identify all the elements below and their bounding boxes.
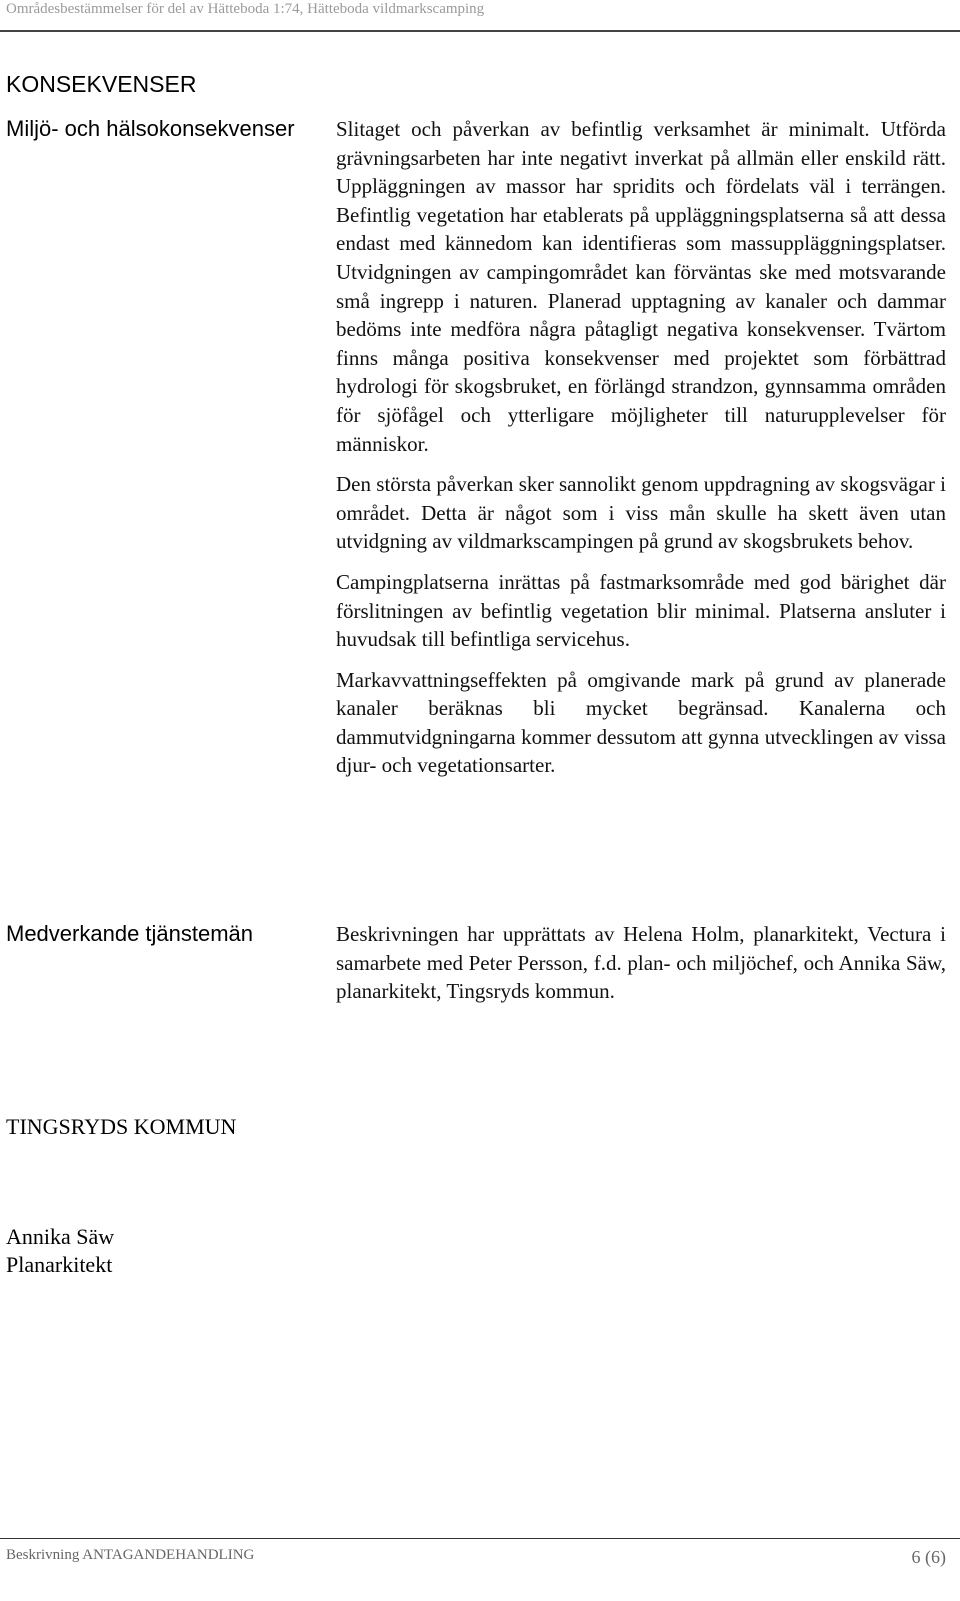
paragraph: Slitaget och påverkan av befintlig verksamhet är minimalt. Utförda grävningsarbeten har inte negativt inverkat på allmän eller enskild rätt. Uppläggningen av massor har spridits och fördelats väl i terrängen. Befintlig vegetation har etablerats på uppläggningsplatserna så att dessa endast med kännedom kan identifieras som massuppläggningsplatser. Utvidgningen av campingområdet kan förväntas ske med motsvarande små ingrepp i naturen. Planerad upptagning av kanaler och dammar bedöms inte medföra några påtagligt negativa konsekvenser. Tvärtom finns många positiva konsekvenser med projektet som förbättrad hydrologi för skogsbruket, en förlängd strandzon, gynnsamma områden för sjöfågel och ytterligare möjligheter till naturupplevelser för människor.	[336, 117, 946, 456]
row-body	[336, 920, 946, 1018]
paragraph: Beskrivningen har upprättats av Helena Holm, planarkitekt, Vectura i samarbete med Peter Persson, f.d. plan- och miljöchef, och Annika Säw, planarkitekt, Tingsryds kommun.	[336, 922, 946, 1004]
footer-divider	[0, 1538, 960, 1539]
paragraph: Campingplatserna inrättas på fastmarksområde med god bärighet där förslitningen av befintlig vegetation blir minimal. Platserna ansluter i huvudsak till befintliga servicehus.	[336, 569, 946, 652]
signatory-name: Annika Säw	[6, 1224, 115, 1249]
organization-name: TINGSRYDS KOMMUN	[6, 1114, 237, 1139]
signatory-block	[6, 1223, 114, 1279]
row-label-text: Medverkande tjänstemän	[6, 921, 254, 946]
header-divider	[0, 30, 960, 32]
section-title: KONSEKVENSER	[6, 71, 197, 97]
paragraph: Den största påverkan sker sannolikt genom uppdragning av skogsvägar i området. Detta är något som i viss mån skulle ha skett även utan utvidgning av vildmarkscampingen på grund av skogsbrukets behov.	[336, 472, 946, 554]
footer-document-label: Beskrivning ANTAGANDEHANDLING	[6, 1547, 255, 1563]
row-label-text: Miljö- och hälsokonsekvenser	[6, 116, 295, 141]
paragraph: Markavvattningseffekten på omgivande mark på grund av planerade kanaler beräknas bli mycket begränsad. Kanalerna och dammutvidgningarna kommer dessutom att gynna utvecklingen av vissa djur- och vegetationsarter.	[336, 667, 946, 778]
row-body	[336, 115, 946, 792]
signatory-title: Planarkitekt	[6, 1252, 113, 1277]
running-header: Områdesbestämmelser för del av Hätteboda 1:74, Hätteboda vildmarkscamping	[6, 1, 485, 17]
row-label	[6, 920, 306, 948]
page-number: 6 (6)	[911, 1547, 946, 1567]
row-label	[6, 115, 306, 143]
